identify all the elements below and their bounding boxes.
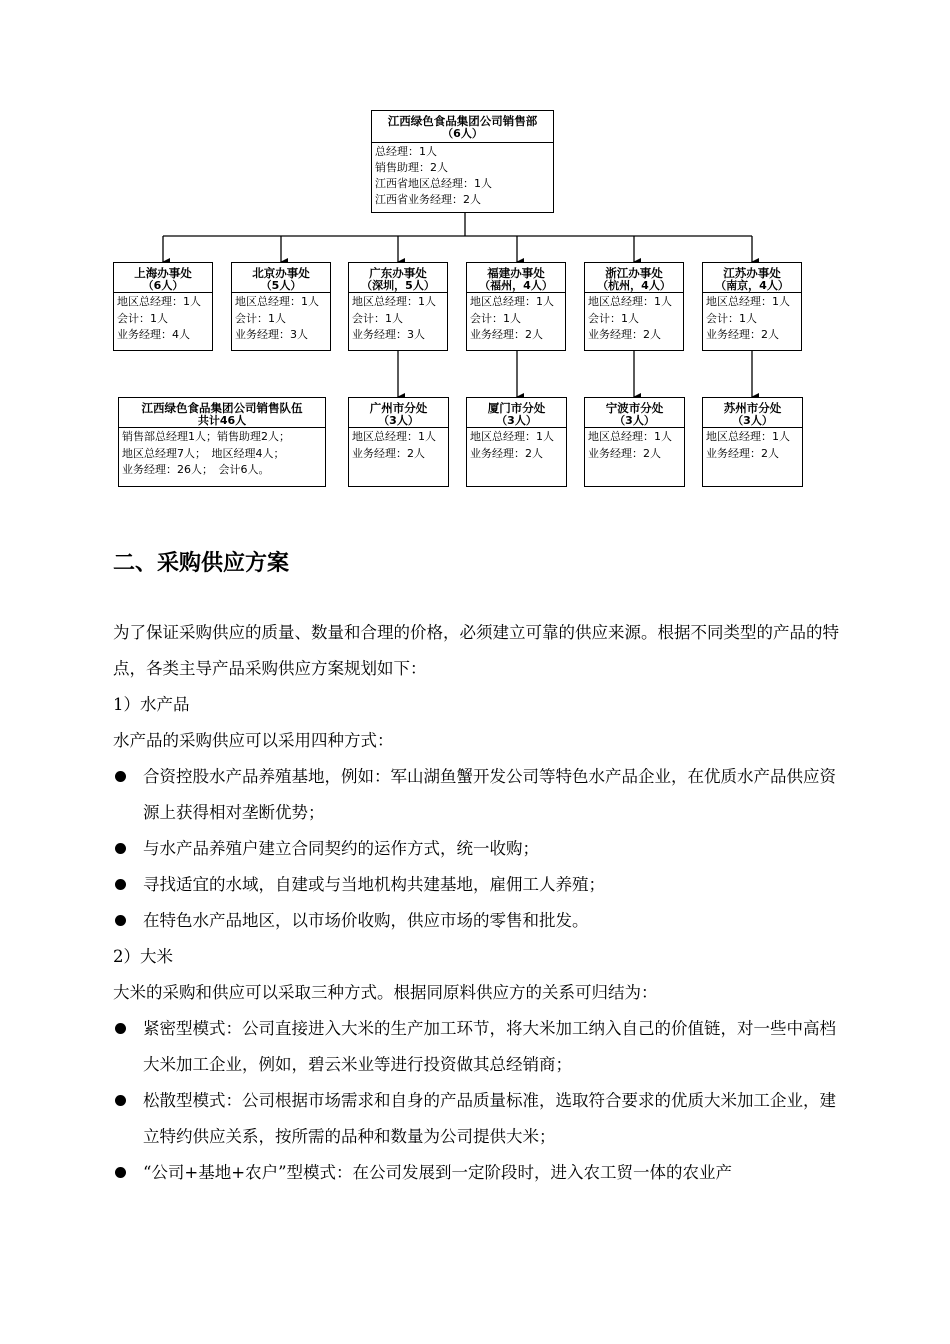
org-node-headcount: （5人）	[260, 279, 302, 292]
org-node-details	[585, 293, 683, 345]
org-node-title	[349, 263, 447, 293]
org-node-line: 总经理：1人	[375, 145, 437, 158]
list-item-text: “公司+基地+农户”型模式：在公司发展到一定阶段时，进入农工贸一体的农业产	[143, 1163, 733, 1182]
bullet-icon	[115, 915, 126, 926]
org-node-line: 地区总经理：1人	[706, 430, 790, 443]
org-node-line: 地区总经理：1人	[117, 295, 201, 308]
org-node-details	[349, 428, 448, 463]
org-node-title	[232, 263, 330, 293]
bullet-icon	[115, 1023, 126, 1034]
list-item-text: 合资控股水产品养殖基地，例如：军山湖鱼蟹开发公司等特色水产品企业，在优质水产品供应资源上获得相对垄断优势；	[143, 767, 836, 822]
org-node-headcount: （6人）	[142, 279, 184, 292]
org-node-title	[114, 263, 212, 293]
org-node-line: 会计：1人	[117, 311, 168, 325]
org-node-name: 江西绿色食品集团公司销售部	[387, 114, 538, 128]
list-item-text: 寻找适宜的水域，自建或与当地机构共建基地，雇佣工人养殖；	[143, 875, 605, 894]
org-node-title	[467, 263, 565, 293]
list-item-text: 与水产品养殖户建立合同契约的运作方式，统一收购；	[143, 839, 539, 858]
document-body	[113, 615, 843, 1191]
org-node-details	[467, 293, 565, 345]
org-node-headcount: 共计46人	[197, 414, 247, 427]
org-node-headcount: （3人）	[732, 414, 773, 427]
list-item-text: 紧密型模式：公司直接进入大米的生产加工环节，将大米加工纳入自己的价值链，对一些中高档大米加工企业，例如，碧云米业等进行投资做其总经销商；	[143, 1019, 836, 1074]
section-heading: 二、采购供应方案	[113, 551, 290, 576]
org-node-sales-dept	[371, 110, 554, 213]
org-node-line: 会计：1人	[235, 311, 286, 325]
list-item	[113, 1083, 843, 1155]
org-node-line: 业务经理：2人	[352, 446, 425, 460]
org-node-line: 业务经理：26人； 会计6人。	[122, 463, 270, 476]
org-node-line: 地区总经理：1人	[706, 295, 790, 308]
list-item-text: 松散型模式：公司根据市场需求和自身的产品质量标准，选取符合要求的优质大米加工企业，建立特约供应关系，按所需的品种和数量为公司提供大米；	[143, 1091, 836, 1146]
org-node-headcount: （6人）	[442, 127, 483, 140]
org-node-name: 江苏办事处	[723, 266, 781, 280]
org-node-fujian-office	[466, 262, 566, 351]
org-node-details	[703, 428, 802, 463]
intro-paragraph: 为了保证采购供应的质量、数量和合理的价格，必须建立可靠的供应来源。根据不同类型的产品的特点，各类主导产品采购供应方案规划如下：	[113, 623, 839, 678]
org-node-name: 浙江办事处	[605, 266, 663, 280]
org-node-beijing-office	[231, 262, 331, 351]
org-node-name: 厦门市分处	[487, 401, 546, 415]
org-node-line: 会计：1人	[470, 311, 521, 325]
list-item	[113, 759, 843, 831]
org-node-details	[119, 428, 325, 480]
org-node-details	[372, 143, 553, 209]
bullet-icon	[115, 1095, 126, 1106]
bullet-icon	[115, 843, 126, 854]
org-node-line: 地区总经理：1人	[352, 430, 436, 443]
org-node-title	[585, 263, 683, 293]
list-item-text: 在特色水产品地区，以市场价收购，供应市场的零售和批发。	[143, 911, 589, 930]
org-node-guangdong-office	[348, 262, 448, 351]
org-node-name: 福建办事处	[487, 266, 545, 280]
org-node-title	[585, 398, 684, 428]
bullet-icon	[115, 1167, 126, 1178]
org-node-name: 广东办事处	[369, 266, 427, 280]
org-node-ningbo-branch	[584, 397, 685, 487]
org-node-title	[119, 398, 325, 428]
org-node-suzhou-branch	[702, 397, 803, 487]
org-node-line: 地区总经理：1人	[352, 295, 436, 308]
org-node-line: 业务经理：4人	[117, 328, 190, 341]
list-item	[113, 867, 843, 903]
org-node-line: 销售部总经理1人；销售助理2人；	[122, 430, 290, 443]
org-node-details	[349, 293, 447, 345]
org-node-name: 广州市分处	[369, 401, 428, 415]
org-node-name: 北京办事处	[252, 266, 310, 280]
org-node-line: 销售助理：2人	[375, 161, 448, 174]
org-node-details	[114, 293, 212, 345]
org-node-line: 地区总经理：1人	[470, 430, 554, 443]
org-node-guangzhou-branch	[348, 397, 449, 487]
org-node-sales-team-summary	[118, 397, 326, 487]
org-node-line: 业务经理：2人	[588, 446, 661, 460]
org-node-jiangsu-office	[702, 262, 802, 351]
org-node-title	[703, 398, 802, 428]
org-node-shanghai-office	[113, 262, 213, 351]
list-item	[113, 1155, 843, 1191]
org-node-title	[372, 111, 553, 143]
org-node-line: 江西省地区总经理：1人	[375, 177, 492, 190]
org-node-line: 业务经理：2人	[706, 446, 779, 460]
org-node-line: 会计：1人	[352, 311, 403, 325]
org-node-name: 苏州市分处	[723, 401, 782, 415]
org-node-line: 业务经理：2人	[470, 328, 543, 341]
org-node-details	[467, 428, 566, 463]
org-node-line: 业务经理：2人	[470, 446, 543, 460]
org-node-details	[585, 428, 684, 463]
org-node-line: 地区总经理：1人	[588, 430, 672, 443]
bullet-icon	[115, 771, 126, 782]
org-node-headcount: （福州，4人）	[479, 279, 553, 292]
org-node-headcount: （杭州，4人）	[597, 279, 671, 292]
org-node-headcount: （3人）	[378, 414, 419, 427]
org-node-xiamen-branch	[466, 397, 567, 487]
org-node-line: 业务经理：3人	[352, 328, 425, 341]
org-node-details	[232, 293, 330, 345]
org-node-headcount: （南京，4人）	[715, 279, 789, 292]
list-item	[113, 831, 843, 867]
org-node-zhejiang-office	[584, 262, 684, 351]
org-node-line: 业务经理：2人	[706, 328, 779, 341]
org-node-name: 上海办事处	[134, 266, 192, 280]
org-node-name: 江西绿色食品集团公司销售队伍	[141, 401, 303, 415]
org-node-headcount: （3人）	[614, 414, 655, 427]
list-item	[113, 1011, 843, 1083]
org-node-line: 地区总经理：1人	[235, 295, 319, 308]
org-node-line: 业务经理：2人	[588, 328, 661, 341]
org-node-title	[703, 263, 801, 293]
org-node-line: 会计：1人	[706, 311, 757, 325]
org-node-name: 宁波市分处	[605, 401, 664, 415]
subsection-heading-seafood: 1）水产品	[113, 695, 190, 714]
org-node-headcount: （3人）	[496, 414, 537, 427]
bullet-icon	[115, 879, 126, 890]
list-item	[113, 903, 843, 939]
org-node-title	[349, 398, 448, 428]
org-node-line: 地区总经理：1人	[470, 295, 554, 308]
org-node-line: 地区总经理：1人	[588, 295, 672, 308]
org-node-title	[467, 398, 566, 428]
org-node-headcount: （深圳，5人）	[361, 279, 435, 292]
seafood-intro: 水产品的采购供应可以采用四种方式：	[113, 731, 394, 750]
org-node-line: 业务经理：3人	[235, 328, 308, 341]
org-node-details	[703, 293, 801, 345]
org-node-line: 地区总经理7人； 地区经理4人；	[122, 446, 285, 460]
subsection-heading-rice: 2）大米	[113, 947, 173, 966]
org-node-line: 会计：1人	[588, 311, 639, 325]
rice-intro: 大米的采购和供应可以采取三种方式。根据同原料供应方的关系可归结为：	[113, 983, 658, 1002]
org-node-line: 江西省业务经理：2人	[375, 193, 481, 206]
